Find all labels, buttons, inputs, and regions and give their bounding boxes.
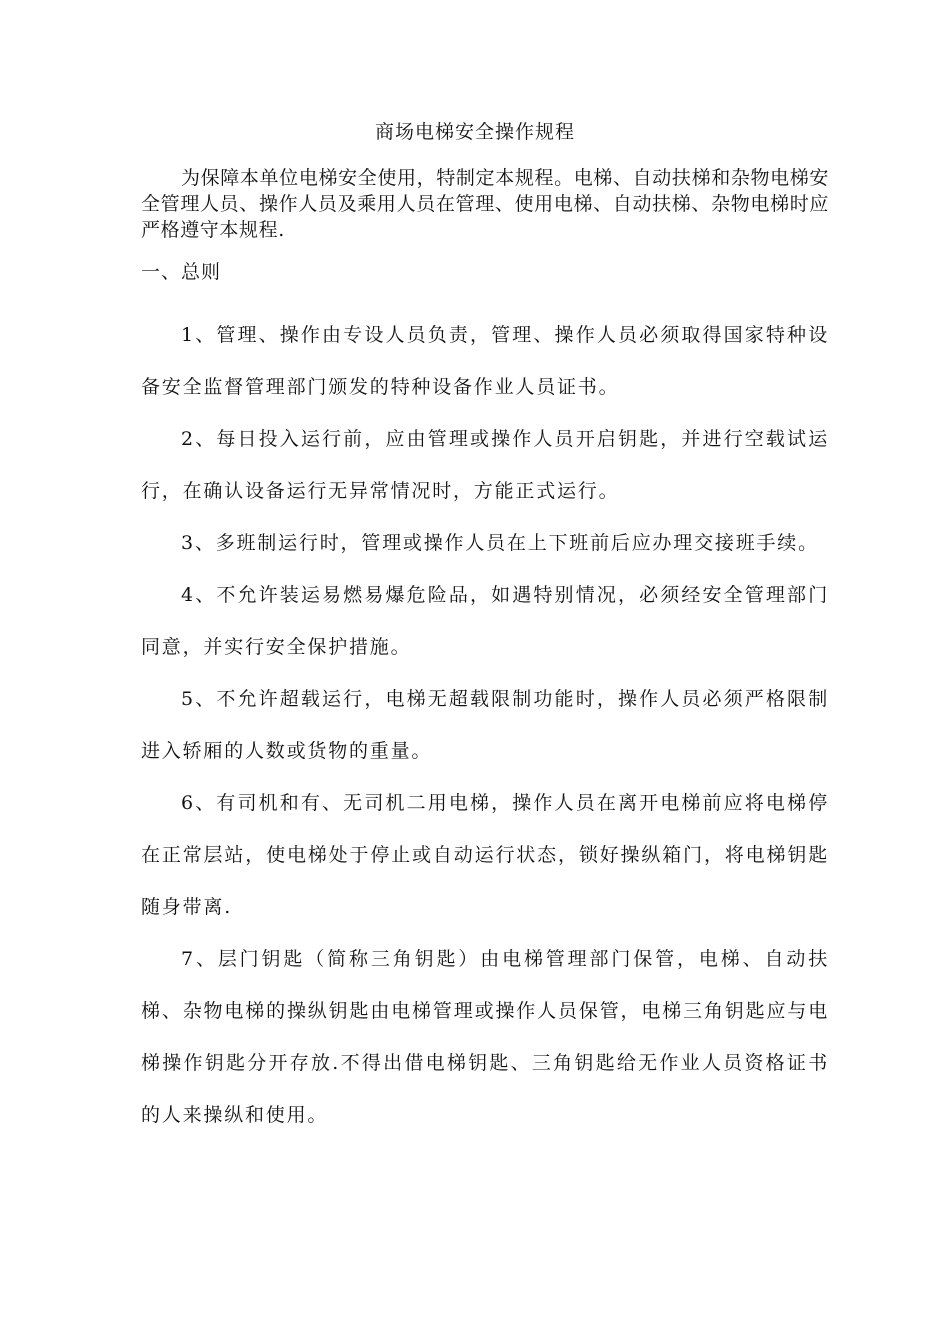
document-title: 商场电梯安全操作规程 <box>374 121 575 143</box>
rule-item-4: 4、不允许装运易燃易爆危险品，如遇特别情况，必须经安全管理部门同意，并实行安全保护措施。 <box>141 584 829 658</box>
rule-item-5: 5、不允许超载运行，电梯无超载限制功能时，操作人员必须严格限制进入轿厢的人数或货物的重量。 <box>141 688 829 762</box>
rule-item-1: 1、管理、操作由专设人员负责，管理、操作人员必须取得国家特种设备安全监督管理部门颁发的特种设备作业人员证书。 <box>141 324 829 398</box>
rule-item-7: 7、层门钥匙（简称三角钥匙）由电梯管理部门保管，电梯、自动扶梯、杂物电梯的操纵钥匙由电梯管理或操作人员保管，电梯三角钥匙应与电梯操作钥匙分开存放.不得出借电梯钥匙、三角钥匙给无作业人员资格证书的人来操纵和使用。 <box>141 948 829 1126</box>
section-heading: 一、总则 <box>141 261 222 283</box>
rule-item-2: 2、每日投入运行前，应由管理或操作人员开启钥匙，并进行空载试运行，在确认设备运行无异常情况时，方能正式运行。 <box>141 428 829 502</box>
rules-list <box>141 309 829 1141</box>
rule-item-6: 6、有司机和有、无司机二用电梯，操作人员在离开电梯前应将电梯停在正常层站，使电梯处于停止或自动运行状态，锁好操纵箱门，将电梯钥匙随身带离. <box>141 792 829 918</box>
intro-paragraph: 为保障本单位电梯安全使用，特制定本规程。电梯、自动扶梯和杂物电梯安全管理人员、操作人员及乘用人员在管理、使用电梯、自动扶梯、杂物电梯时应严格遵守本规程. <box>141 167 829 241</box>
rule-item-3: 3、多班制运行时，管理或操作人员在上下班前后应办理交接班手续。 <box>181 532 819 554</box>
